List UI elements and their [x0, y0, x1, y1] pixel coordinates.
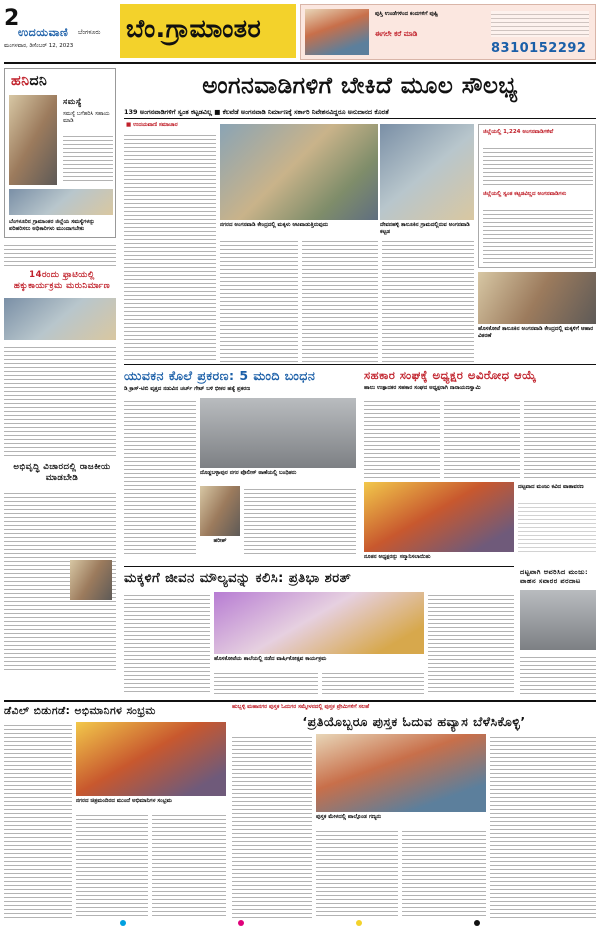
lead-sidebar	[478, 124, 596, 268]
honey-body	[4, 242, 116, 266]
sahakara-photo	[364, 482, 514, 552]
sahakara-side-caption: ದಟ್ಟವಾದ ಮಂಜು ಕವಿದ ವಾತಾವರಣ	[518, 484, 584, 490]
books-body-col-4	[490, 734, 596, 918]
lead-bottom-rule	[124, 364, 596, 365]
lead-photo-caption-2: ದೇವನಹಳ್ಳಿ ತಾಲೂಕಿನ ಗ್ರಾಮದಲ್ಲಿರುವ ಅಂಗನವಾಡಿ ಕಟ್ಟಡ	[380, 222, 470, 235]
lead-body-col-2	[220, 238, 298, 362]
murder-body-col-2	[244, 486, 356, 556]
devil-body-col-1	[4, 722, 72, 918]
honey-brand-suffix: ದನಿ	[29, 73, 48, 89]
lead-headline: ಅಂಗನವಾಡಿಗಳಿಗೆ ಬೇಕಿದೆ ಮೂಲ ಸೌಲಭ್ಯ	[202, 73, 518, 99]
ad-line-2: ಈಗಲೇ ಕರೆ ಮಾಡಿ	[375, 30, 418, 38]
reg-mark-cyan	[120, 920, 126, 926]
lead-sidebar-1-text	[483, 145, 593, 185]
murder-photo	[200, 398, 356, 468]
murder-portrait	[200, 486, 240, 536]
masthead-ad	[300, 4, 596, 60]
books-body-col-2	[316, 828, 398, 918]
honey-photo	[9, 95, 57, 185]
children-top-rule	[124, 566, 514, 567]
sahakara-body-col-3	[524, 398, 596, 478]
sahakara-body-col-2	[444, 398, 520, 478]
ad-text-block	[491, 11, 589, 37]
devil-body-col-3	[152, 812, 226, 918]
reg-mark-black	[474, 920, 480, 926]
honey-box	[4, 68, 116, 238]
children-body-col-1	[124, 592, 210, 692]
sahakara-side-text	[518, 500, 596, 552]
left-story-1-body	[4, 344, 116, 456]
lead-body-col-4	[382, 238, 474, 362]
devil-photo	[76, 722, 226, 796]
lead-body-col-3	[302, 238, 378, 362]
children-body-col-4	[428, 592, 514, 694]
honey-quote-text	[63, 133, 113, 183]
reg-mark-magenta	[238, 920, 244, 926]
masthead	[0, 0, 600, 64]
lead-photo-caption-3: ಹೊಸಕೋಟೆ ತಾಲೂಕಿನ ಅಂಗನವಾಡಿ ಕೇಂದ್ರದಲ್ಲಿ ಮಕ್ಕಳಿಗೆ ಆಹಾರ ವಿತರಣೆ	[478, 326, 594, 339]
fog-photo	[520, 590, 596, 650]
section-title-box	[120, 4, 296, 58]
ad-line-1: ಪುಸ್ತಿ ಉಂಡೆಗಳಿಂದ ಕಂದಗಳಿಗೆ ಪುಷ್ಟಿ	[375, 11, 439, 17]
honey-quote-title: ಸಮಸ್ಯೆ	[63, 97, 83, 106]
books-kicker: ಹುಬ್ಬಳ್ಳಿ ಮಹಾನಗರ ಪುಸ್ತಕ ಓದುಗರ ಸಮ್ಮೇಳನದಲ್ಲಿ ಪುಸ್ತಕ ಪ್ರೇಮಿಗಳಿಗೆ ಸಲಹೆ	[232, 704, 370, 710]
paper-name: ಉದಯವಾಣಿ	[18, 26, 69, 39]
lead-sidebar-1: ಜಿಲ್ಲೆಯಲ್ಲಿ 1,224 ಅಂಗನವಾಡಿಗಳಿವೆ	[483, 129, 554, 135]
page-number: 2	[4, 6, 20, 31]
lead-body-col-1	[124, 132, 216, 362]
left-story-2-headline: ಅಭಿವೃದ್ಧಿ ವಿಚಾರದಲ್ಲಿ ರಾಜಕೀಯ ಮಾಡಬೇಡಿ	[13, 462, 111, 483]
devil-photo-caption: ನಗರದ ಚಿತ್ರಮಂದಿರದ ಮುಂದೆ ಅಭಿಮಾನಿಗಳ ಸಂಭ್ರಮ	[76, 798, 172, 804]
devil-body-col-2	[76, 812, 148, 918]
sahakara-strap: ಹಾಲು ಉತ್ಪಾದಕರ ಸಹಕಾರ ಸಂಘದ ಅಧ್ಯಕ್ಷರಾಗಿ ನಾರಾಯಣಸ್ವಾಮಿ	[364, 385, 481, 391]
honey-caption: ಬೆಂಗಳೂರಿನ ಗ್ರಾಮಾಂತರ ಜಿಲ್ಲೆಯ ಸಮಸ್ಯೆಗಳನ್ನು ಪರಿಹರಿಸಲು ಅಧಿಕಾರಿಗಳು ಮುಂದಾಗಬೇಕು	[9, 219, 95, 232]
bottom-top-rule	[4, 700, 596, 702]
murder-strap: ಡಿ ಕ್ರಾಸ್-ಟಿಬಿ ವೃತ್ತದ ನಡುವಿನ ಚರ್ಚ್ ಗೇಟ್ ಬಳಿ ಭೀಕರ ಹತ್ಯೆ ಪ್ರಕರಣ	[124, 386, 251, 392]
reg-mark-yellow	[356, 920, 362, 926]
devil-headline: ಡೆವಿಲ್ ಬಿಡುಗಡೆ: ಅಭಿಮಾನಿಗಳ ಸಂಭ್ರಮ	[4, 705, 156, 717]
murder-photo-caption: ದೊಡ್ಡಬಳ್ಳಾಪುರ ನಗರ ಪೊಲೀಸ್ ಠಾಣೆಯಲ್ಲಿ ಬಂಧಿತರು	[200, 470, 297, 476]
left-story-1-photo	[4, 298, 116, 340]
books-body-col-3	[402, 828, 486, 918]
murder-body-col-1	[124, 398, 196, 556]
honey-brand	[11, 73, 47, 89]
children-body-col-3	[322, 670, 424, 694]
lead-sidebar-2: ಜಿಲ್ಲೆಯಲ್ಲಿ ಸ್ವಂತ ಕಟ್ಟಡವಿಲ್ಲದ ಅಂಗನವಾಡಿಗಳು	[483, 191, 567, 197]
ad-image	[305, 9, 369, 55]
left-story-1-headline: 14ರಂದು ಫ್ರಾಟಿಯಲ್ಲಿ ಹಕ್ಕುಕಾರ್ಯಕ್ರಮ ಮರುನಿರ್ಮಾಣ	[13, 270, 111, 291]
lead-photo-3	[478, 272, 596, 324]
ad-phone: 8310152292	[491, 41, 587, 56]
books-photo-caption: ಪುಸ್ತಕ ಮೇಳದಲ್ಲಿ ಪಾಲ್ಗೊಂಡ ಗಣ್ಯರು	[316, 814, 382, 820]
honey-brand-prefix: ಹನಿ	[11, 73, 30, 89]
murder-portrait-caption: ಹರೀಶ್	[213, 538, 227, 544]
fog-body	[520, 654, 596, 694]
edition-city: ಬೆಂಗಳೂರು	[78, 29, 101, 36]
children-body-col-2	[214, 670, 318, 694]
murder-headline: ಯುವಕನ ಕೊಲೆ ಪ್ರಕರಣ: 5 ಮಂದಿ ಬಂಧನ	[124, 368, 316, 383]
honey-photo-2	[9, 189, 113, 215]
children-photo	[214, 592, 424, 654]
lead-strap-bar	[124, 106, 596, 119]
left-story-2-portrait	[70, 560, 112, 600]
sahakara-photo-caption: ನೂತನ ಅಧ್ಯಕ್ಷರನ್ನು ಸನ್ಮಾನಿಸಲಾಯಿತು	[364, 554, 431, 560]
children-photo-caption: ಹೊಸಕೋಟೆಯ ಶಾಲೆಯಲ್ಲಿ ನಡೆದ ವಾರ್ಷಿಕೋತ್ಸವ ಕಾರ್ಯಕ್ರಮ	[214, 656, 327, 662]
section-title: ಬೆಂ.ಗ್ರಾಮಾಂತರ	[126, 14, 262, 43]
lead-byline: ■ ಉದಯವಾಣಿ ಸಮಾಚಾರ	[126, 122, 178, 128]
books-photo	[316, 734, 486, 812]
fog-headline: ದಟ್ಟವಾಗಿ ಆವರಿಸಿದ ಮಂಜು: ವಾಹನ ಸವಾರರ ಪರದಾಟ	[520, 568, 589, 585]
books-body-col-1	[232, 734, 312, 918]
date-line: ಮಂಗಳವಾರ, ಡಿಸೆಂಬರ್ 12, 2023	[4, 43, 74, 49]
masthead-rule	[4, 62, 596, 64]
lead-photo-2	[380, 124, 474, 220]
books-headline: ‘ಪ್ರತಿಯೊಬ್ಬರೂ ಪುಸ್ತಕ ಓದುವ ಹವ್ಯಾಸ ಬೆಳೆಸಿಕೊಳ್ಳಿ’	[302, 714, 526, 729]
sahakara-headline: ಸಹಕಾರ ಸಂಘಕ್ಕೆ ಅಧ್ಯಕ್ಷರ ಅವಿರೋಧ ಆಯ್ಕೆ	[364, 368, 537, 382]
lead-photo-1	[220, 124, 378, 220]
lead-photo-caption-1: ನಗರದ ಅಂಗನವಾಡಿ ಕೇಂದ್ರದಲ್ಲಿ ಮಕ್ಕಳು ಆಟವಾಡುತ್ತಿರುವುದು	[220, 222, 329, 228]
children-headline: ಮಕ್ಕಳಿಗೆ ಜೀವನ ಮೌಲ್ಯವನ್ನು ಕಲಿಸಿ: ಪ್ರತಿಭಾ ಶರತ್	[124, 571, 352, 586]
honey-quote-body: ಸಮಸ್ಯೆ ಬಗೆಹರಿಸಿ ಸಹಾಯ ಮಾಡಿ	[63, 111, 110, 124]
sahakara-body-col-1	[364, 398, 440, 478]
lead-strap: 139 ಅಂಗನವಾಡಿಗಳಿಗೆ ಸ್ವಂತ ಕಟ್ಟಡವಿಲ್ಲ ■ ಕೆಲವೆಡೆ ಅಂಗನವಾಡಿ ನಿರ್ಮಾಣಕ್ಕೆ ಸರ್ಕಾರಿ ನಿವೇಶನವಿದ್ದರೂ ಅನುದಾನದ ಕೊರತೆ	[124, 108, 389, 116]
registration-marks	[120, 920, 480, 926]
lead-sidebar-2-text	[483, 207, 593, 263]
